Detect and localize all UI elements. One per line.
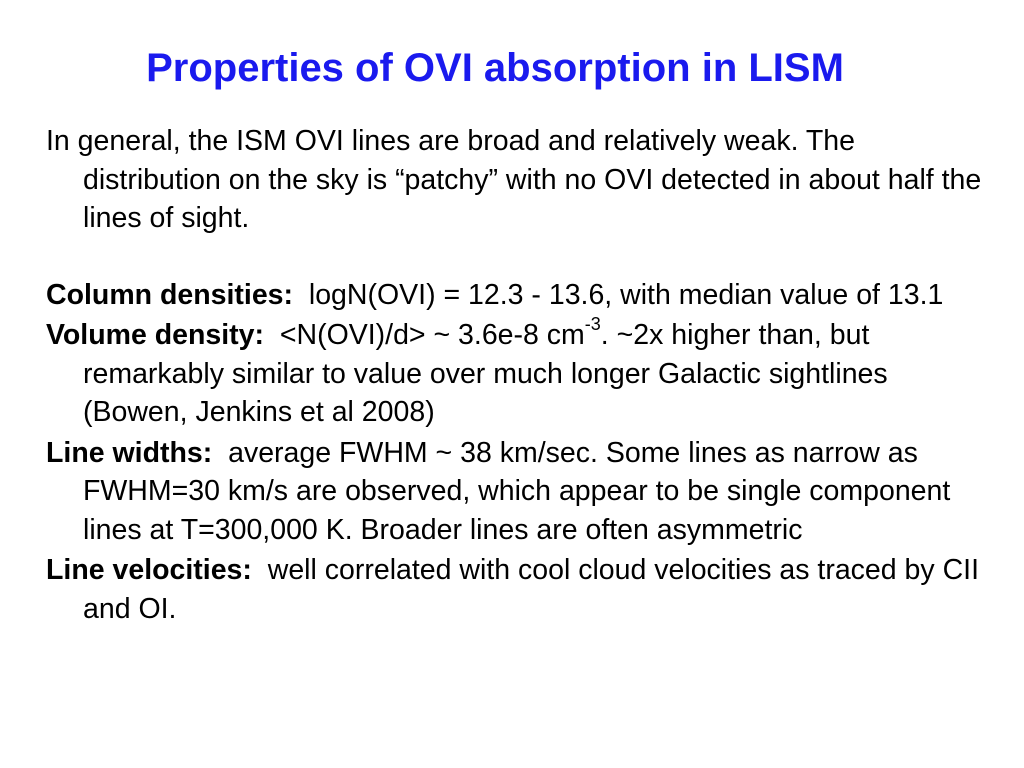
column-densities-label: Column densities:: [46, 278, 294, 311]
slide-body: [46, 122, 996, 630]
column-densities-item: [46, 276, 996, 315]
volume-density-text: <N(OVI)/d> ~ 3.6e-8 cm: [279, 319, 585, 351]
intro-paragraph: In general, the ISM OVI lines are broad and relatively weak. The distribution on the sky is “patchy” with no OVI detected in about half the lines of sight.: [46, 125, 982, 234]
volume-density-label: Volume density:: [46, 319, 265, 351]
volume-density-item: [46, 313, 996, 432]
line-velocities-text: well correlated with cool cloud velocities as traced by CII and OI.: [83, 554, 979, 625]
column-densities-text: logN(OVI) = 12.3 - 13.6, with median value of 13.1: [308, 278, 944, 311]
line-widths-text: average FWHM ~ 38 km/sec. Some lines as narrow as FWHM=30 km/s are observed, which appear to be single component lines at T=300,000 K. Broader lines are often asymmetric: [83, 436, 951, 546]
volume-density-text-continued: . ~2x higher than, but remarkably similar to value over much longer Galactic sightlines (Bowen, Jenkins et al 2008): [83, 319, 888, 428]
line-widths-label: Line widths:: [46, 436, 213, 469]
line-velocities-item: [46, 551, 996, 628]
line-widths-item: [46, 434, 996, 550]
volume-density-exponent: -3: [584, 313, 601, 334]
slide-title: Properties of OVI absorption in LISM: [146, 46, 844, 90]
line-velocities-label: Line velocities:: [46, 554, 252, 586]
